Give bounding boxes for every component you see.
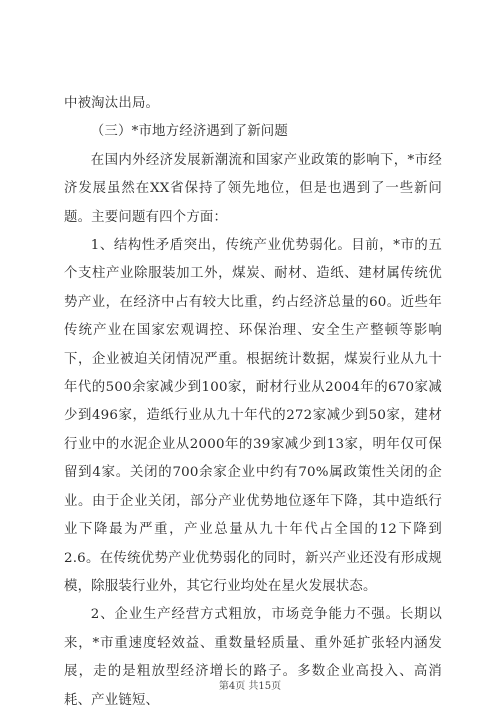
document-body (64, 90, 442, 715)
paragraph-point-2: 2、企业生产经营方式粗放，市场竞争能力不强。长期以来，*市重速度轻效益、重数量轻质量、重外延扩张轻内涵发展，走的是粗放型经济增长的路子。多数企业高投入、高消耗、产业链短、 (64, 607, 442, 708)
paragraph-intro: 在国内外经济发展新潮流和国家产业政策的影响下，*市经济发展虽然在XX省保持了领先地位，但是也遇到了一些新问题。主要问题有四个方面： (64, 152, 442, 225)
page-footer: 第4页 共15页 (218, 681, 282, 692)
paragraph-continuation: 中被淘汰出局。 (64, 96, 160, 111)
paragraph-point-1: 1、结构性矛盾突出，传统产业优势弱化。目前，*市的五个支柱产业除服装加工外，煤炭、耐材、造纸、建材属传统优势产业，在经济中占有较大比重，约占经济总量的60。近些年传统产业在国家宏观调控、环保治理、安全生产整顿等影响下，企业被迫关闭情况严重。根据统计数据，煤炭行业从九十年代的500余家减少到100家，耐材行业从2004年的670家减少到496家，造纸行业从九十年代的272家减少到50家，建材行业中的水泥企业从2000年的39家减少到13家，明年仅可保留到4家。关闭的700余家企业中约有70%属政策性关闭的企业。由于企业关闭，部分产业优势地位逐年下降，其中造纸行业下降最为严重，产业总量从九十年代占全国的12下降到2.6。在传统优势产业优势弱化的同时，新兴产业还没有形成规模，除服装行业外，其它行业均处在星火发展状态。 (64, 238, 442, 594)
section-heading: （三）*市地方经济遇到了新问题 (90, 124, 288, 140)
